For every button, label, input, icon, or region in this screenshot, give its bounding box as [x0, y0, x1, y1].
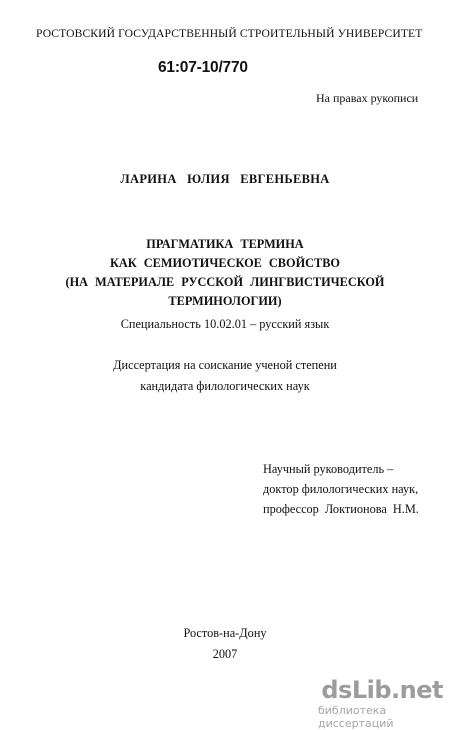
title-line-4: ТЕРМИНОЛОГИИ) — [168, 294, 282, 308]
watermark-subtitle: библиотека диссертаций — [318, 704, 394, 730]
author-name: ЛАРИНА ЮЛИЯ ЕВГЕНЬЕВНА — [120, 172, 330, 186]
catalog-code: 61:07-10/770 — [158, 59, 248, 76]
supervisor-line-2: доктор филологических наук, — [263, 482, 419, 496]
title-line-1: ПРАГМАТИКА ТЕРМИНА — [146, 237, 304, 251]
title-line-2: КАК СЕМИОТИЧЕСКОЕ СВОЙСТВО — [110, 256, 340, 270]
dissertation-line-1: Диссертация на соискание ученой степени — [113, 358, 337, 372]
supervisor-line-3: профессор Локтионова Н.М. — [263, 502, 419, 516]
title-line-3: (НА МАТЕРИАЛЕ РУССКОЙ ЛИНГВИСТИЧЕСКОЙ — [65, 275, 385, 289]
year: 2007 — [212, 647, 238, 661]
specialty: Специальность 10.02.01 – русский язык — [120, 317, 330, 331]
dissertation-line-2: кандидата филологических наук — [140, 379, 310, 393]
city: Ростов-на-Дону — [183, 626, 267, 640]
watermark-logo[interactable]: dsLib.net — [321, 676, 443, 704]
watermark[interactable] — [318, 676, 450, 730]
university-name: РОСТОВСКИЙ ГОСУДАРСТВЕННЫЙ СТРОИТЕЛЬНЫЙ УНИВЕРСИТЕТ — [36, 27, 423, 40]
rights-note: На правах рукописи — [316, 91, 419, 105]
supervisor-line-1: Научный руководитель – — [263, 462, 394, 476]
